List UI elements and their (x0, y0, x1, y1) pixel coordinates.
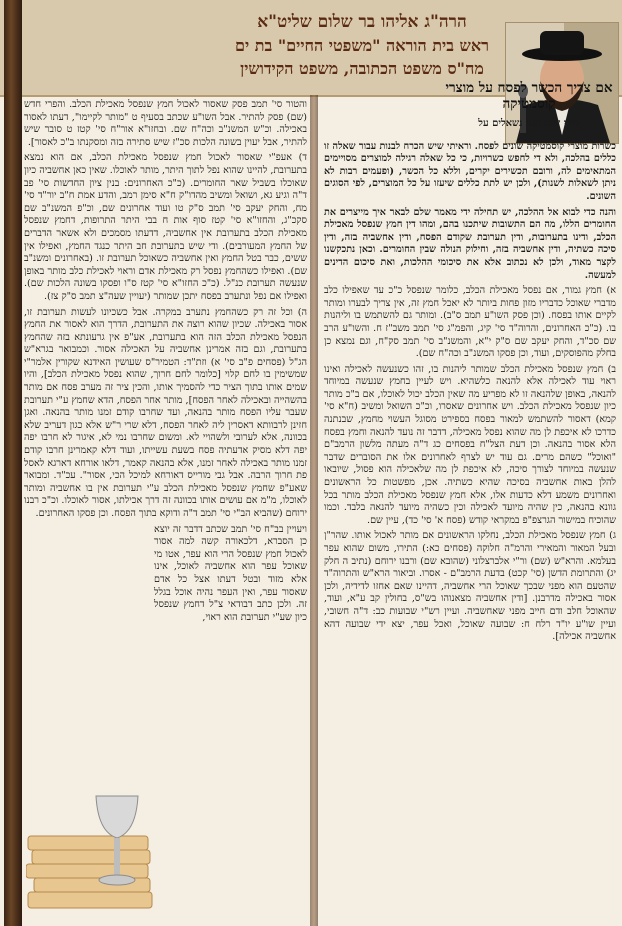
article-paragraph: ויעויין בב"ח סי' תמב שכתב דדבר זה יוצא כן הסברא, דלכאורה קשה למה אסור לאכול חמץ שנפסל הרי הוא עפר, אטו מי שאוכל עפר הוא אחשביה לאוכל, אינו אלא מזוד ובטל דעתו אצל כל אדם שאסור עפר, ואין העפר נהיה אוכל בגלל זה. ולכן כתב דבודאי צ"ל דחמץ שנפסל כיון שע"י תערובת הוא ראוי, (154, 523, 307, 623)
article-paragraph: ב) חמץ שנפסל מאכילת הכלב שמותר ליהנות בו, זהו כשנעשה לאכילה ואינו ראוי עוד לאכילה אלא להנאה כלשהיא. ויש לעיין בחמץ שנעשה במיוחד להנאה, באופן שלהנאה זו לא מפריע מה שאין הכלב יכול לאוכלו, אם ב"כ מותר כיון שנפסל מאכילת הכלב. ויש אחרונים שאסרו, וכ"כ השואל ומשיב (ח"א סי' קמא) דאסור להשתמש למאור בפסח בספירט מסוגל העשוי מחמץ, שבנתנה כדרכו לא איכפת לן מה שהוא נפסל מאכילה, דדבר זה נועד להנאה וחמץ בפסח הלא אסור בהנאה. וכן דעת הצל"ח בפסחים כג ד"ה מעתה מלשון הרמב"ם "ואוכל" כשהם מרים. גם עוד יש לצרף לאחרונים אלו את הסוברים שדבר שנעשה במיוחד לצורך סיכה, לא איכפת לן מה שלאכילה הוא פסול, שיובאו להלן באות אחשביה בסיכה שהיא כשתיה. אכן, מפשטות כל הראשונים ואחרונים משמע דלא כדעות אלו, אלא חמץ שנפסל מאכילת הכלב מותר בכל גוונא בהנאה, כין שהיה מיועד לאכילה וכין כשהיה מיועד להנאה בלבד. וכמו שהוכיח במישור הגרצפ"פ במקראי קודש (פסח א' סי' כד), עיין שם. (324, 363, 616, 526)
header-position: ראש בית הוראה "משפטי החיים" בת ים (235, 36, 489, 55)
matzah-kiddush-cup-icon (26, 776, 156, 916)
article-paragraph: ג) חמץ שנפסל מאכילת הכלב, נחלקו הראשונים אם מותר לאכול אותו. שהר"ן ובעל המאור והמאירי והרמ"ה חלוקה (פסחים כא:) התירו, משום שהוא עפר בעלמא. והרא"ש (שם) ור"י אלברצלוני (שהובא שם) ורבנו ירוחם (נתיב ה חלק יג) והתרומת הדשן (סי' קכט) בדעת הרמב"ם - אסרו. וביאור הרא"ש והתרוה"ד שהטעם הוא מפני שבכך שאוכל הרי אחשביה, דהיינו שאם אחזו לדידיה, ולכן אסור באכילה מדרבנן. [ודין אחשביה מצאנוהו בש"ס, בחולין קב ע"א, ועוד, שהאוכל חלב ודם חייב מפני שאחשביה. ועיין רש"י שבועות כב: ד"ה חשובי, ועיין שו"ע יו"ד רלח ח: שבועה שאוכל, ואכל עפר, יצא ידי שבועה דהא אחשביה אכילה]. (324, 530, 616, 643)
article-byline: מידי שנה הננו נשאלים על (478, 118, 580, 129)
decorative-wood-bar (4, 0, 22, 926)
article-right-column (324, 80, 616, 926)
article-paragraph: כשרות מוצרי קוסמטיקה שונים לפסח. וראיתי שיש הכרח לבנות עבור שאלה זו כללים בהלכה, ולא די לחפש כשרויות, כי כל שאלה רגילה למוצרים מסויימים המתאימים לה, ורובם תכשירים יקרים, וללא כל הכשר, (ופעמים רבות לא ניתן לשאלות לשנות), ולכן יש לתת כללים שיעזו על כל המוצרים, לפי הסוגים השונים. (324, 140, 616, 202)
article-paragraph: ד) אעפ"י שאסור לאכול חמץ שנפסל מאכילת הכלב, אם הוא נמצא בתערובת, להיינו שהוא נפל לתוך היתר, מותר לאוכלו. שאין כאן אחשביה כיון שאוכלו בשביל שאר החומרים. (כ"כ האחרונים: בנין ציון החדשות סי' פב ד"ה וגיע גא, ושואל ומשיב מהדו"ק ח"א סימן רמב, והדע אמת ח"ב יור"ד סי' מח, והחק יעקב סי' תמב ס"ק טו ועוד אחרונים שם, וכ"פ המשנ"ב שם סקכ"ג, והחזו"א סי' קטז סוף אות ח בבי היתר התרופות, דחמץ שנפסל מאכילת הכלב בתערובת אין אחשביה, דדעתו מסמכים ולא אשאר הדברים של החמץ המעורבים). ודי שיש בתערובת חב היתר כנגד החמץ, ואפילו אין ששים, כבר בטל החמץ ואין אחשביה כשאוכל תערובת זו. (באחרונים ומשנ"ב שם). ואפילו כשהחמץ נפסל רק מאכילת אדם וראוי לאכילת כלב מותר באופן שנעשה תערובת כנ"ל. (כ"כ החזו"א סי' קטז ס"ו ופסקו בשונה הלכות שם). ואפילו אם נפל ונתערב בפסח יתכן שמותר (יעויין שעה"צ תמב ס"ק צז). (24, 152, 307, 302)
article-paragraph: והטור סי' תמב פסק שאסור לאכול חמץ שנפסל מאכילת הכלב. והפרי חדש (שם) פסק להתיר. אבל השו"ע שכתב בסעיף ט "מותר לקיימו", דעתו לאסור באכילה. וכ"ש המשנ"ב וכה"ח שם. ובחזו"א אור"ח סי' קטז ט סובר שיש להתיר, אבל יעוין בשונה הלכות סכ"ז שיש סתירה בזה ומסקנתו ב"כ לאסור]. (24, 99, 307, 148)
article-title: אם צריך הכשר לפסח על מוצרי קוסמטיקה (445, 80, 613, 112)
article-paragraph: והנה כדי לבוא אל ההלכה, יש תחילה ידי מאמר שלם לבאר איך מייצרים את החומרים הללו, מה הם התשובות שיתכנו בהם, ומהו דין חמץ שנפסל מאכילת הכלב, ודינו בתערובות, ודין תערובת שקודם הפסח, ודין אחשביה בזה, ודין סיכה כשתיה, ודין אחשביה בזה, וחילוק הנולה שבין החומרים. וכאן נתכקשנו לקצר מאוד, ולכן לא נכתוב אלא את סיכומי ההלכות, ואת סיכום הדינים למעשה. (324, 206, 616, 281)
header-books: מח"ס משפט הכתובה, משפט הקידושין (240, 59, 484, 78)
header-author: הרה"ג אליהו בר שלום שליט"א (257, 12, 467, 32)
article-paragraph: ה) וכל זה רק כשהחמץ נתערב במקרה. אבל כשכיונו לעשות תערובת זו, אסור באכילה. שכיון שהוא רוצה את התערובת, הדרך הוא לאסור את החמץ הנפסל מאכילת הכלב הזה הוא בתערובת, אע"פ אין גרעונתא בזה שהחמץ בתערובת, וגם בזה אמרינן אחשביה על האכילה אסור. וכמבואר בגרא"ש הג"ל (פסחים פ"ב סי' א) וזת"ד: הטמיר"ס שעושין האידנא שקורין אלמר"י שמשימין בו לחם קלוי [כלומר לחם חרוך, שהוא נפסל מאכילת הכלב], והיו שמים אותו בתוך הציר כדי להסמיך אותו, והכין ציר זה מערב פסח אם מותר בהשהייה ובאכילה לאחר הפסח], מותר אחר הפסח, הדא שחמץ ע"י תערובת שעבר עליו הפסח מותר בהנאה, ועד שחרבו קודם זמנו מותר בהנאה. ואגן חזינן לרבוותא דאסרין ליה לאחר הפסח, דלא שרי ר"ש אלא כגון דעריב שלא בכוונה, אלא לערובי ולשהויי לא. ומשום שחרבו נמי לא, איגור לא חרבו יפה יפה דלא מסיק אדעתיה פסח בשעת עשייתו, ועוד דלא קאמרינן חרבו קודם זמנו מותר באכילה לאחר זמנו, אלא בהנאה קאמר, דלאו אורחא דארגא לאסל פת חרוך הרבה. אבל גבי מורייס דאורחא למיכל הכי, אסור". עכ"ד. ומבואר שאע"פ שחמץ שנפסל מאכילת הכלב ע"י תערובת אין בו אחשביה ומותר לאוכלו, מ"מ אם עושים אותו בכוונה זה דרך אכילתו, אסור לאוכלו. וכ"כ רבנו ירוחם (שהביא הב"י סי' תמב ד"ה ודוקא בתוך הפסח. וכן פסקו האחרונים. (24, 306, 307, 519)
article-paragraph: א) חמץ גמור, אם נפסל מאכילת הכלב, כלומר שנפסל כ"כ עד שאפילו כלב מדברי שאוכל כדבריו מזון פחות ביותר לא יאכל חמץ זה, אין צריך לבערו ומותר לקיים אותו בפסח. (וכן פסק השו"ע תמב ס"ב). ומותר גם להשתמש בו וליהנות בו. (כ"כ האחרונים, והרוה"ד סי' קיג, והפמ"ג סי' תמב משב"ז ח. והשו"ע הרב שם סכ"ד, והחק יעקב שם ס"ק י"א, והמשנ"ב סי' תמב סק"ח, וגם נמצא כן בחלק מהפוסקים, ועוד, וכן פסקו המשנ"ב וכה"ח שם). (324, 285, 616, 360)
decorative-wood-divider (310, 95, 318, 926)
